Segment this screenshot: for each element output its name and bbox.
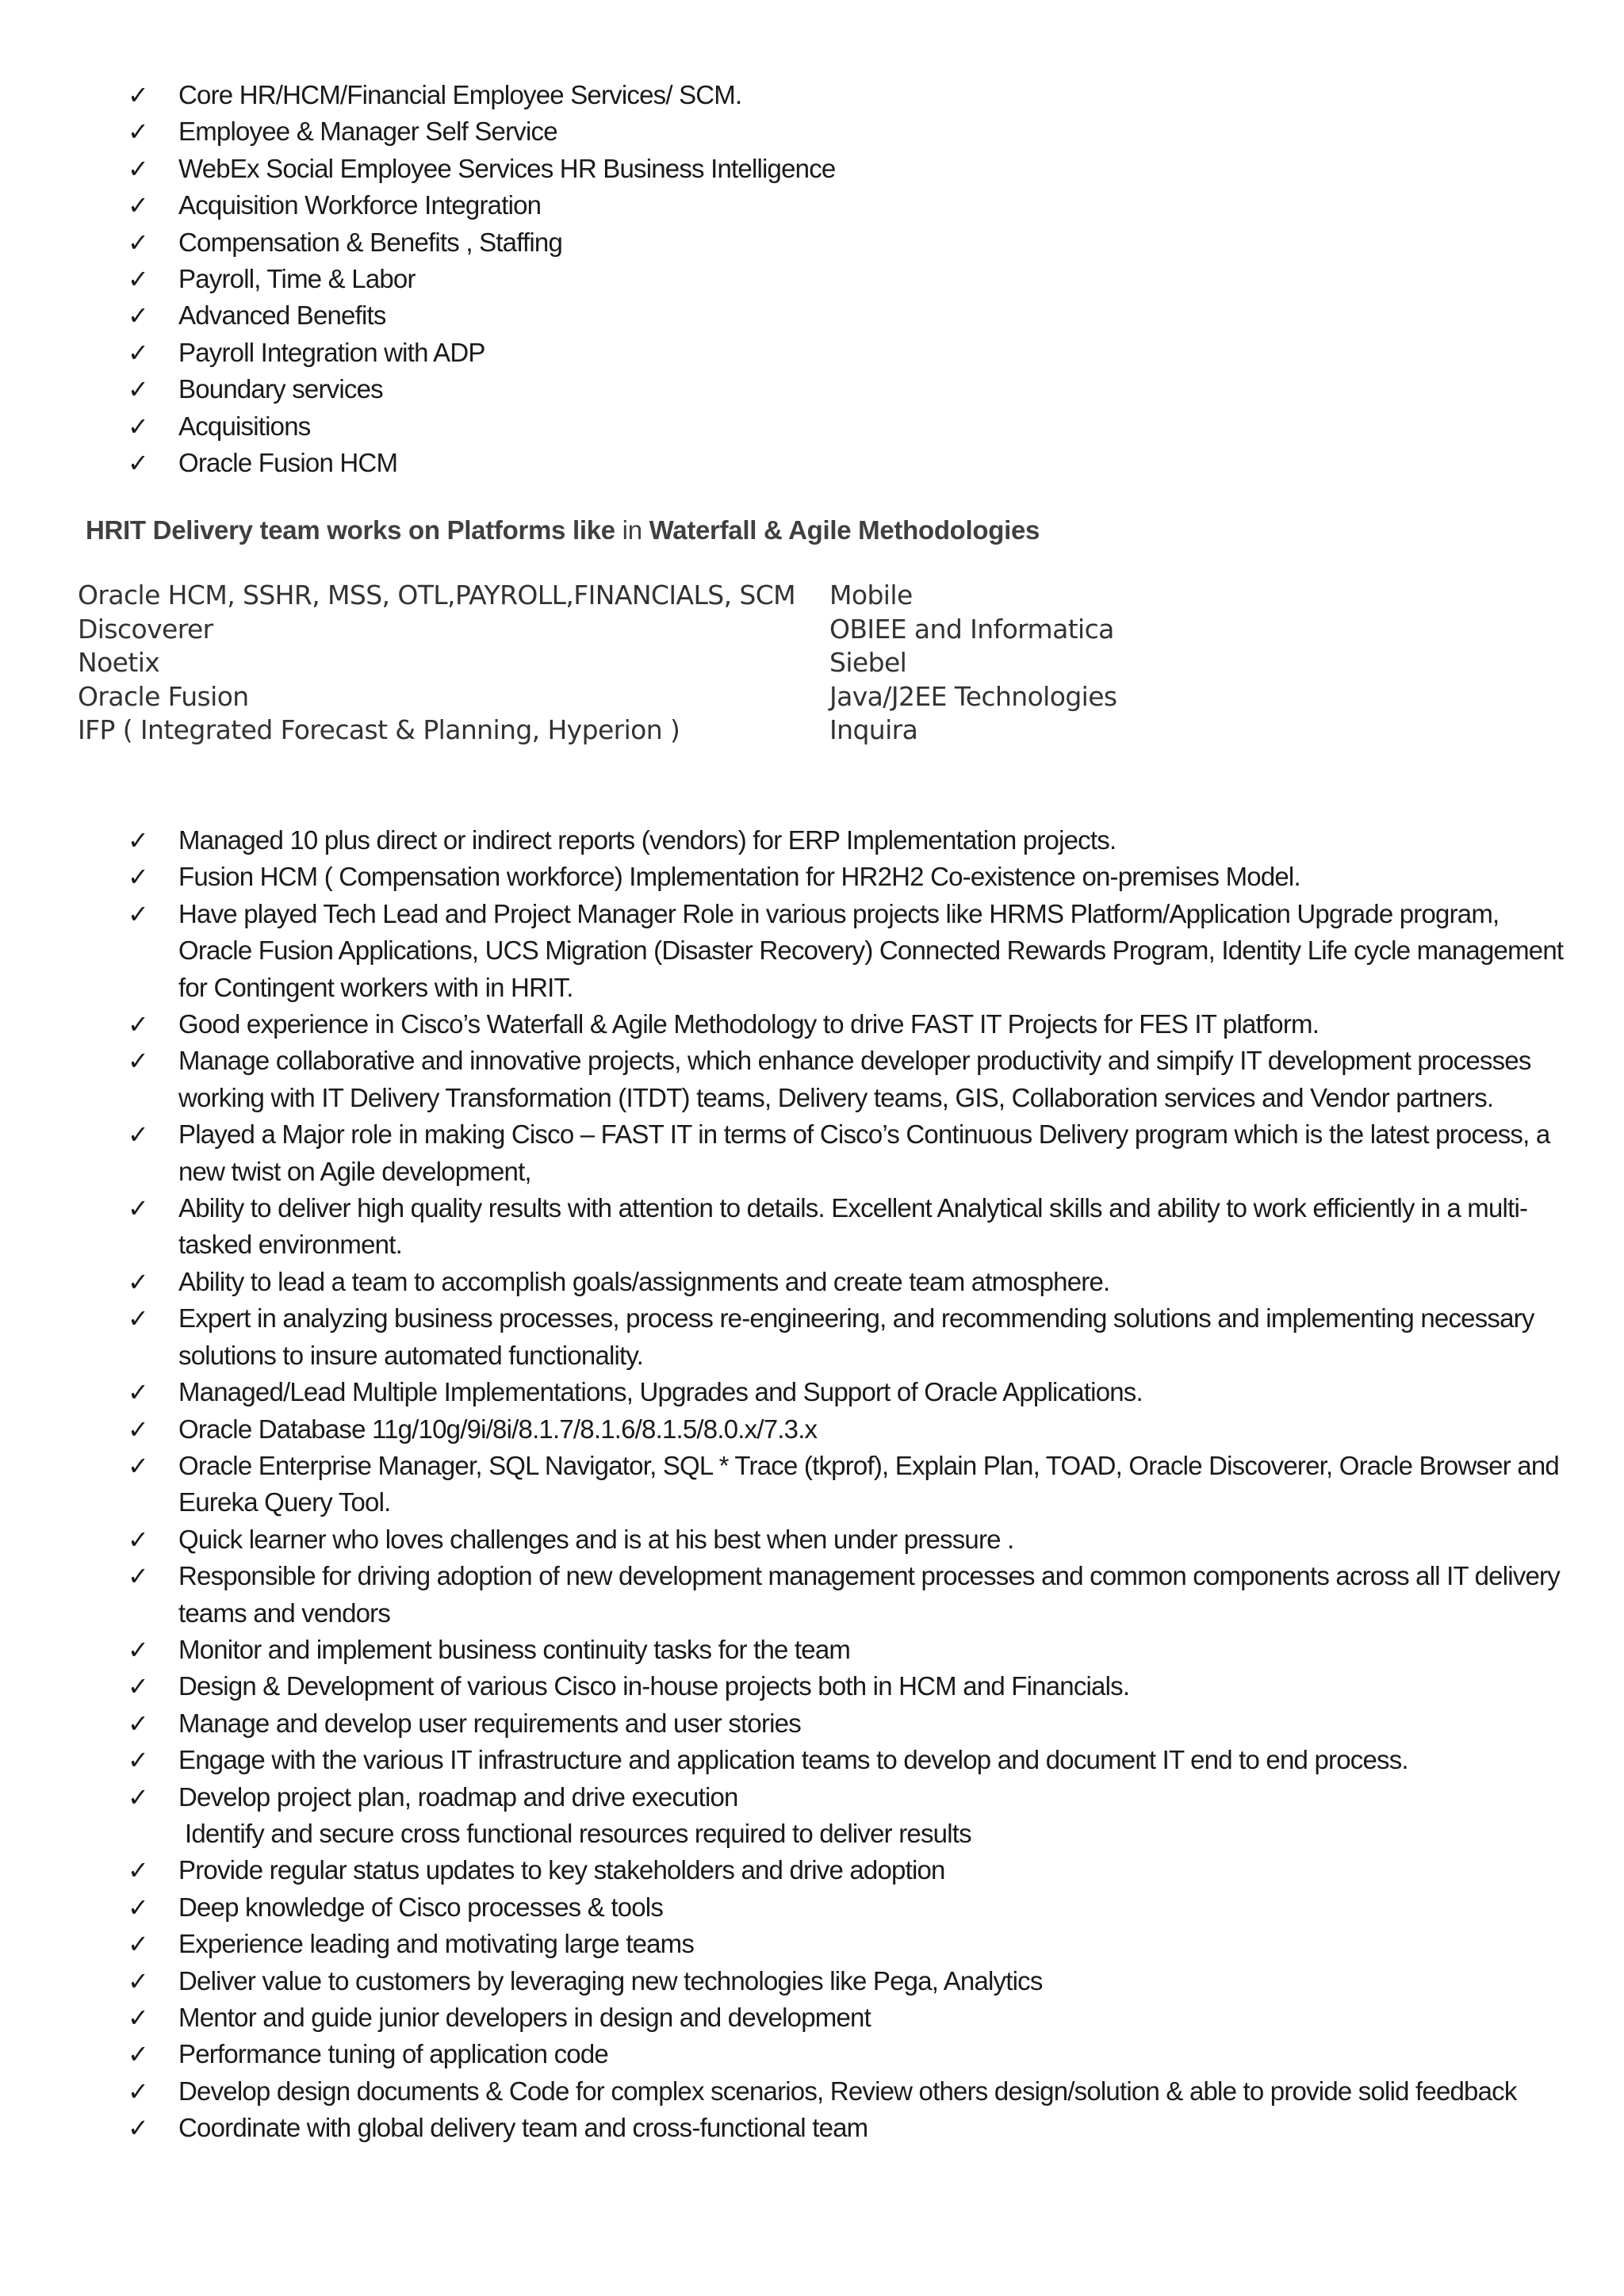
checkmark-icon: ✓	[128, 300, 149, 331]
checkmark-icon: ✓	[128, 2113, 149, 2144]
list-item-text: Fusion HCM ( Compensation workforce) Implementation for HR2H2 Co-existence on-premises Model.	[178, 862, 1300, 892]
checkmark-icon: ✓	[128, 190, 149, 221]
list-item-text: WebEx Social Employee Services HR Business Intelligence	[178, 153, 836, 183]
list-item	[128, 1264, 1579, 1300]
list-item-text: Design & Development of various Cisco in-house projects both in HCM and Financials.	[178, 1671, 1130, 1701]
checkmark-icon: ✓	[128, 1561, 149, 1592]
list-item	[128, 1779, 1579, 1853]
platform-item: Noetix	[78, 647, 160, 678]
checkmark-icon: ✓	[128, 374, 149, 405]
checkmark-icon: ✓	[128, 1046, 149, 1077]
list-item	[128, 1889, 1579, 1926]
checkmark-icon: ✓	[128, 1414, 149, 1445]
checkmark-icon: ✓	[128, 1450, 149, 1481]
list-item-text: Develop design documents & Code for complex scenarios, Review others design/solution & able to provide solid feedback	[178, 2076, 1517, 2106]
checkmark-icon: ✓	[128, 1009, 149, 1040]
checkmark-icon: ✓	[128, 1781, 149, 1812]
list-item-text: Managed 10 plus direct or indirect reports (vendors) for ERP Implementation projects.	[178, 825, 1116, 855]
modules-list	[128, 77, 1571, 481]
list-item-text: Monitor and implement business continuity tasks for the team	[178, 1634, 851, 1664]
list-item-text: Employee & Manager Self Service	[178, 117, 557, 147]
list-item	[128, 187, 1571, 224]
list-item	[128, 1668, 1579, 1705]
list-item	[128, 1043, 1579, 1116]
list-item-text: Mentor and guide junior developers in design and development	[178, 2003, 871, 2032]
list-item-text: Compensation & Benefits , Staffing	[178, 227, 562, 257]
list-item	[128, 896, 1579, 1006]
list-item	[128, 2036, 1579, 2072]
list-item	[128, 371, 1571, 408]
list-item	[128, 1926, 1579, 1962]
checkmark-icon: ✓	[128, 227, 149, 258]
list-item	[128, 1300, 1579, 1374]
heading-part-3: Waterfall & Agile Methodologies	[649, 515, 1040, 545]
list-item-subline: Identify and secure cross functional resources required to deliver results	[185, 1818, 971, 1848]
list-item-text: Managed/Lead Multiple Implementations, Upgrades and Support of Oracle Applications.	[178, 1377, 1143, 1407]
list-item	[128, 445, 1571, 481]
platform-item: OBIEE and Informatica	[829, 613, 1114, 645]
checkmark-icon: ✓	[128, 1892, 149, 1923]
list-item	[128, 1963, 1579, 1999]
list-item-text: Responsible for driving adoption of new development management processes and common components across all IT delivery teams and vendors	[178, 1561, 1560, 1628]
list-item-text: Deep knowledge of Cisco processes & tools	[178, 1892, 664, 1922]
list-item	[128, 2110, 1579, 2146]
list-item-text: Performance tuning of application code	[178, 2039, 608, 2069]
list-item	[128, 113, 1571, 150]
platform-item: Oracle HCM, SSHR, MSS, OTL,PAYROLL,FINANCIALS, SCM	[78, 580, 796, 610]
list-item-text: Expert in analyzing business processes, process re-engineering, and recommending solutions and implementing necessary solutions to insure automated functionality.	[178, 1303, 1534, 1370]
list-item-text: Oracle Fusion HCM	[178, 448, 398, 478]
experience-list	[128, 822, 1579, 2147]
list-item	[128, 297, 1571, 334]
list-item-text: Good experience in Cisco’s Waterfall & Agile Methodology to drive FAST IT Projects for FES IT platform.	[178, 1009, 1320, 1039]
list-item-text: Provide regular status updates to key stakeholders and drive adoption	[178, 1855, 945, 1885]
list-item-text: Ability to deliver high quality results with attention to details. Excellent Analytical skills and ability to work efficiently in a multi-tasked environment.	[178, 1193, 1528, 1260]
checkmark-icon: ✓	[128, 117, 149, 147]
list-item-text: Payroll Integration with ADP	[178, 337, 485, 367]
checkmark-icon: ✓	[128, 825, 149, 855]
list-item-text: Boundary services	[178, 374, 383, 404]
platform-item: Inquira	[829, 714, 918, 745]
list-item-text: Deliver value to customers by leveraging new technologies like Pega, Analytics	[178, 1965, 1043, 1996]
checkmark-icon: ✓	[128, 2039, 149, 2070]
list-item-text: Oracle Database 11g/10g/9i/8i/8.1.7/8.1.6/8.1.5/8.0.x/7.3.x	[178, 1414, 818, 1444]
list-item	[128, 1116, 1579, 1190]
checkmark-icon: ✓	[128, 1708, 149, 1739]
checkmark-icon: ✓	[128, 80, 149, 110]
checkmark-icon: ✓	[128, 1634, 149, 1665]
list-item	[128, 335, 1571, 371]
checkmark-icon: ✓	[128, 1193, 149, 1224]
platform-item: Oracle Fusion	[78, 680, 249, 712]
list-item	[128, 859, 1579, 895]
checkmark-icon: ✓	[128, 1855, 149, 1886]
list-item-text: Oracle Enterprise Manager, SQL Navigator, SQL * Trace (tkprof), Explain Plan, TOAD, Oracle Discoverer, Oracle Browser and Eureka Query Tool.	[178, 1450, 1559, 1517]
checkmark-icon: ✓	[128, 898, 149, 929]
list-item	[128, 408, 1571, 445]
list-item-text: Payroll, Time & Labor	[178, 264, 416, 294]
checkmark-icon: ✓	[128, 411, 149, 442]
list-item-text: Manage collaborative and innovative projects, which enhance developer productivity and simpify IT development processes working with IT Delivery Transformation (ITDT) teams, Delivery teams, GIS, Collaboration services and Vendor partners.	[178, 1046, 1531, 1112]
list-item	[128, 77, 1571, 113]
list-item	[128, 224, 1571, 261]
checkmark-icon: ✓	[128, 337, 149, 368]
checkmark-icon: ✓	[128, 1303, 149, 1334]
checkmark-icon: ✓	[128, 1929, 149, 1960]
list-item	[128, 1705, 1579, 1742]
checkmark-icon: ✓	[128, 1965, 149, 1996]
list-item-text: Experience leading and motivating large teams	[178, 1929, 695, 1959]
list-item-text: Coordinate with global delivery team and cross-functional team	[178, 2113, 868, 2143]
list-item-text: Acquisition Workforce Integration	[178, 190, 542, 220]
list-item-text: Played a Major role in making Cisco – FAST IT in terms of Cisco’s Continuous Delivery program which is the latest process, a new twist on Agile development,	[178, 1119, 1550, 1186]
list-item-text: Acquisitions	[178, 411, 311, 441]
platform-item: Mobile	[829, 580, 913, 610]
list-item	[128, 1374, 1579, 1410]
list-item	[128, 151, 1571, 187]
list-item	[128, 1632, 1579, 1668]
list-item	[128, 1521, 1579, 1558]
checkmark-icon: ✓	[128, 2003, 149, 2033]
platforms-left-column	[78, 579, 795, 748]
checkmark-icon: ✓	[128, 1745, 149, 1776]
heading-part-2: in	[615, 515, 649, 545]
list-item-text: Have played Tech Lead and Project Manager Role in various projects like HRMS Platform/Application Upgrade program, Oracle Fusion Applications, UCS Migration (Disaster Recovery) Connected Rewards Program, Identity Life cycle management for Contingent workers with in HRIT.	[178, 898, 1564, 1002]
list-item-text: Ability to lead a team to accomplish goals/assignments and create team atmosphere.	[178, 1266, 1110, 1296]
platforms-heading	[86, 515, 1040, 545]
list-item	[128, 1852, 1579, 1888]
platform-item: IFP ( Integrated Forecast & Planning, Hyperion )	[78, 714, 680, 745]
checkmark-icon: ✓	[128, 264, 149, 295]
list-item-text: Engage with the various IT infrastructure and application teams to develop and document IT end to end process.	[178, 1745, 1408, 1775]
list-item	[128, 1448, 1579, 1521]
platform-item: Discoverer	[78, 613, 213, 645]
list-item-text: Core HR/HCM/Financial Employee Services/ SCM.	[178, 80, 742, 109]
list-item	[128, 1742, 1579, 1778]
list-item	[128, 1411, 1579, 1448]
list-item-text: Develop project plan, roadmap and drive execution	[178, 1781, 738, 1812]
checkmark-icon: ✓	[128, 448, 149, 479]
list-item	[128, 1558, 1579, 1632]
list-item	[128, 1190, 1579, 1264]
checkmark-icon: ✓	[128, 153, 149, 184]
list-item-text: Quick learner who loves challenges and is at his best when under pressure .	[178, 1524, 1014, 1554]
list-item-text: Manage and develop user requirements and user stories	[178, 1708, 801, 1738]
list-item	[128, 1999, 1579, 2036]
checkmark-icon: ✓	[128, 1377, 149, 1408]
checkmark-icon: ✓	[128, 862, 149, 893]
checkmark-icon: ✓	[128, 2076, 149, 2107]
checkmark-icon: ✓	[128, 1119, 149, 1150]
platforms-right-column	[829, 579, 1117, 748]
checkmark-icon: ✓	[128, 1266, 149, 1297]
checkmark-icon: ✓	[128, 1671, 149, 1702]
checkmark-icon: ✓	[128, 1524, 149, 1555]
list-item	[128, 2073, 1579, 2110]
platform-item: Java/J2EE Technologies	[829, 680, 1117, 712]
platform-item: Siebel	[829, 647, 907, 678]
list-item	[128, 261, 1571, 297]
heading-part-1: HRIT Delivery team works on Platforms like	[86, 515, 615, 545]
list-item	[128, 822, 1579, 859]
list-item-text: Advanced Benefits	[178, 300, 386, 331]
list-item	[128, 1006, 1579, 1043]
